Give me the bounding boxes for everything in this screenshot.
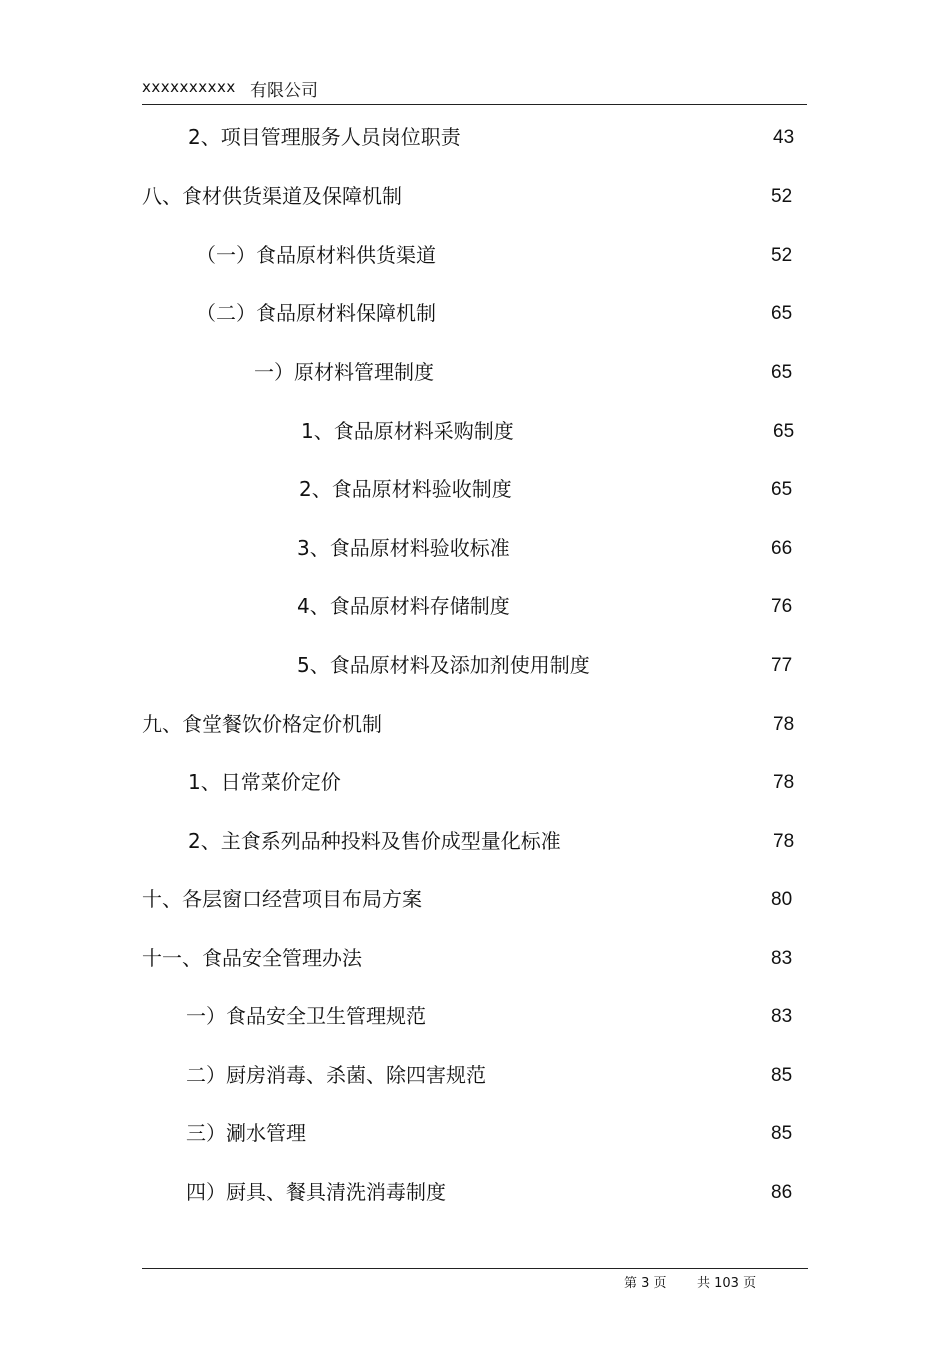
toc-entry-page: 65: [771, 362, 793, 383]
page-footer: [142, 1268, 808, 1293]
toc-entry-page: 52: [771, 245, 793, 266]
toc-entry-title: 十、各层窗口经营项目布局方案: [142, 887, 422, 911]
toc-entry-page: 86: [771, 1182, 793, 1203]
toc-entry-title: 一）原材料管理制度: [254, 360, 434, 384]
toc-entry-page: 83: [771, 1006, 793, 1027]
toc-entry-title: 十一、食品安全管理办法: [142, 946, 362, 970]
toc-entry-title: 九、食堂餐饮价格定价机制: [142, 712, 382, 736]
toc-entry-page: 77: [771, 655, 793, 676]
toc-entry-page: 78: [773, 831, 795, 852]
toc-entry-page: 66: [771, 538, 793, 559]
toc-entry-page: 65: [773, 421, 795, 442]
toc-entry-title: 4、食品原材料存储制度: [297, 594, 510, 618]
page-total: 共 103 页: [697, 1276, 757, 1291]
toc-entry-title: （一）食品原材料供货渠道: [196, 243, 436, 267]
toc-entry-title: 1、食品原材料采购制度: [301, 419, 514, 443]
toc-entry-page: 52: [771, 186, 793, 207]
toc-entry-title: 四）厨具、餐具清洗消毒制度: [186, 1180, 446, 1204]
toc-entry-title: 2、项目管理服务人员岗位职责: [188, 125, 461, 149]
toc-entry-page: 85: [771, 1065, 793, 1086]
toc-entry-title: 八、食材供货渠道及保障机制: [142, 184, 402, 208]
toc-entry-page: 85: [771, 1123, 793, 1144]
toc-entry-title: （二）食品原材料保障机制: [196, 301, 436, 325]
toc-entry-title: 2、主食系列品种投料及售价成型量化标准: [188, 829, 561, 853]
toc-entry-page: 76: [771, 596, 793, 617]
toc-entry-page: 78: [773, 714, 795, 735]
company-name: 有限公司: [250, 81, 318, 101]
toc-entry-title: 5、食品原材料及添加剂使用制度: [297, 653, 590, 677]
toc-entry-title: 二）厨房消毒、杀菌、除四害规范: [186, 1063, 486, 1087]
company-code: xxxxxxxxxx: [142, 78, 236, 96]
toc-entry-title: 一）食品安全卫生管理规范: [186, 1004, 426, 1028]
toc-entry-title: 1、日常菜价定价: [188, 770, 341, 794]
toc-entry-title: 2、食品原材料验收制度: [299, 477, 512, 501]
toc-entry-page: 83: [771, 948, 793, 969]
toc-entry-page: 78: [773, 772, 795, 793]
toc-entry-page: 43: [773, 127, 795, 148]
toc-entry-page: 65: [771, 479, 793, 500]
toc-entry-title: 三）涮水管理: [186, 1121, 306, 1145]
toc-entry-title: 3、食品原材料验收标准: [297, 536, 510, 560]
page-number: 第 3 页: [624, 1276, 667, 1291]
toc-entry-page: 80: [771, 889, 793, 910]
toc-entry-page: 65: [771, 303, 793, 324]
